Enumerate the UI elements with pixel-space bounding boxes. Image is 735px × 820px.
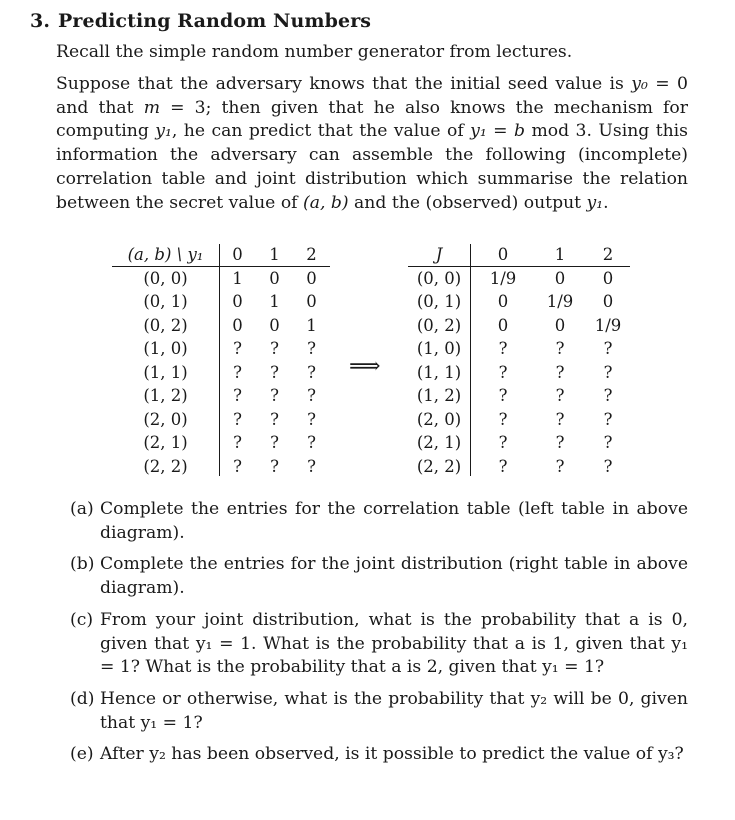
- table-cell: ?: [498, 409, 508, 429]
- table-cell: 0: [232, 315, 243, 335]
- table-cell: ?: [555, 409, 565, 429]
- table-cell: 0: [269, 315, 280, 335]
- question-text: After y₂ has been observed, is it possible to predict the value of y₃?: [100, 744, 684, 765]
- setup-paragraph: [56, 73, 688, 215]
- table-column-header: 1: [269, 245, 280, 264]
- table-column-header: 1: [554, 245, 566, 264]
- table-cell: 1: [306, 315, 317, 335]
- table-cell: ?: [498, 386, 508, 405]
- table-cell: ?: [233, 362, 242, 382]
- table-cell: ?: [603, 386, 613, 405]
- table-cell: 0: [554, 315, 566, 335]
- table-cell: 1: [269, 292, 280, 311]
- joint-table-horizontal-rule: [408, 266, 630, 267]
- table-row: [112, 455, 330, 479]
- text-run: =: [486, 121, 515, 142]
- table-cell: ?: [270, 433, 279, 452]
- table-cell: 0: [497, 292, 509, 311]
- table-cell: 0: [554, 268, 566, 288]
- table-row: [112, 408, 330, 432]
- table-cell: ?: [233, 339, 242, 358]
- table-cell: ?: [555, 362, 565, 382]
- table-header-row: [112, 243, 330, 267]
- table-row: [112, 431, 330, 455]
- table-cell: ?: [307, 456, 316, 476]
- question-label: (e): [70, 744, 94, 765]
- joint-distribution-table: [408, 243, 632, 478]
- table-row: [112, 314, 330, 338]
- table-column-header: 2: [306, 245, 317, 264]
- table-row-key: (0, 0): [416, 268, 462, 288]
- table-row-key: (1, 0): [143, 339, 188, 358]
- question-label: (c): [70, 609, 94, 630]
- table-row-key: (1, 2): [143, 386, 188, 405]
- math-ab: (a, b): [303, 192, 349, 213]
- table-row-key: (0, 0): [143, 268, 188, 288]
- table-cell: ?: [233, 433, 242, 452]
- question-label: (b): [70, 554, 95, 575]
- table-row: [408, 361, 632, 385]
- question-text: Complete the entries for the correlation table (left table in above diagram).: [100, 499, 688, 543]
- table-row: [408, 455, 632, 479]
- table-cell: 0: [306, 292, 317, 311]
- table-row: [112, 361, 330, 385]
- table-cell: 0: [306, 268, 317, 288]
- correlation-table: [112, 243, 330, 478]
- question-label: (a): [70, 499, 94, 519]
- table-row-key: (2, 2): [143, 456, 188, 476]
- table-row-key: (1, 0): [416, 339, 462, 358]
- question-item: [70, 743, 688, 767]
- table-cell: ?: [603, 456, 613, 476]
- table-cell: ?: [233, 456, 242, 476]
- math-m: m: [143, 97, 161, 118]
- table-row: [112, 290, 330, 314]
- section-heading: [30, 10, 371, 32]
- table-row: [112, 337, 330, 361]
- table-row-key: (0, 1): [143, 292, 188, 311]
- table-column-header: 2: [602, 245, 614, 264]
- table-row: [408, 267, 632, 291]
- joint-table-vertical-rule: [470, 244, 471, 476]
- question-list: [70, 498, 688, 775]
- table-row-key: (0, 2): [416, 315, 462, 335]
- table-cell: 0: [269, 268, 280, 288]
- section-title: Predicting Random Numbers: [58, 10, 372, 32]
- table-cell: ?: [307, 362, 316, 382]
- table-row-key: (0, 1): [416, 292, 462, 311]
- table-cell: 0: [232, 292, 243, 311]
- table-cell: ?: [555, 433, 565, 452]
- question-item: [70, 498, 688, 545]
- table-header-row: [408, 243, 632, 267]
- question-text: Hence or otherwise, what is the probability that y₂ will be 0, given that y₁ = 1?: [100, 688, 688, 733]
- table-cell: ?: [270, 339, 279, 358]
- question-text: From your joint distribution, what is the probability that a is 0, given that y₁ = 1. What is the probability that a is 1, given that y₁ = 1? What is the probability that a is 2, given that y₁ = 1?: [100, 609, 688, 678]
- table-row-key: (2, 0): [416, 409, 462, 429]
- question-item: [70, 553, 688, 600]
- table-cell: ?: [270, 456, 279, 476]
- table-cell: ?: [603, 339, 613, 358]
- table-cell: ?: [270, 386, 279, 405]
- table-corner-label: (a, b) \ y₁: [127, 245, 204, 264]
- table-row: [408, 290, 632, 314]
- table-cell: 1: [232, 268, 243, 288]
- table-row-key: (2, 1): [416, 433, 462, 452]
- table-cell: ?: [498, 456, 508, 476]
- table-row: [408, 337, 632, 361]
- table-cell: 0: [497, 315, 509, 335]
- table-cell: ?: [498, 433, 508, 452]
- text-run: = 0 and that: [56, 74, 688, 118]
- table-cell: ?: [555, 339, 565, 358]
- table-row: [408, 431, 632, 455]
- text-run: and the (observed) output: [348, 192, 587, 213]
- math-b: b: [514, 121, 526, 142]
- table-row-key: (2, 1): [143, 433, 188, 452]
- math-y1: y₁: [470, 121, 487, 142]
- math-y1: y₁: [586, 192, 604, 213]
- table-cell: 1/9: [594, 315, 622, 335]
- table-cell: ?: [233, 409, 242, 429]
- text-run: mod 3. Using this information the adversary can assemble the following (incomplete) correlation table and joint distribution which summarise the relation between the secret value of: [56, 121, 688, 213]
- text-run: Suppose that the adversary knows that the initial seed value is: [56, 74, 632, 94]
- table-corner-label: J: [435, 245, 443, 264]
- text-run: = 3; then given that he also knows the mechanism for computing: [56, 97, 688, 142]
- table-row-key: (2, 2): [416, 456, 462, 476]
- table-cell: 0: [602, 268, 614, 288]
- table-cell: ?: [603, 362, 613, 382]
- table-cell: ?: [307, 386, 316, 405]
- table-row: [408, 314, 632, 338]
- question-item: [70, 609, 688, 680]
- table-cell: ?: [270, 362, 279, 382]
- table-row: [408, 384, 632, 408]
- table-cell: ?: [307, 409, 316, 429]
- table-cell: ?: [603, 433, 613, 452]
- intro-paragraph: Recall the simple random number generator from lectures.: [56, 42, 573, 62]
- question-item: [70, 688, 688, 735]
- math-y1: y₁: [155, 121, 172, 142]
- table-cell: 1/9: [546, 292, 574, 311]
- table-row-key: (0, 2): [143, 315, 188, 335]
- implies-arrow: ⟹: [349, 354, 381, 379]
- question-label: (d): [70, 688, 95, 709]
- table-cell: ?: [555, 456, 565, 476]
- table-column-header: 0: [497, 245, 509, 264]
- table-row: [112, 384, 330, 408]
- table-cell: ?: [603, 409, 613, 429]
- section-number: 3.: [30, 10, 51, 32]
- table-cell: ?: [307, 339, 316, 358]
- table-cell: ?: [498, 339, 508, 358]
- table-row-key: (2, 0): [143, 409, 188, 429]
- table-cell: 0: [602, 292, 614, 311]
- table-row: [112, 267, 330, 291]
- correlation-table-horizontal-rule: [112, 266, 330, 267]
- math-y0: y₀: [631, 74, 648, 94]
- table-cell: ?: [555, 386, 565, 405]
- table-cell: ?: [307, 433, 316, 452]
- table-cell: 1/9: [489, 268, 517, 288]
- table-column-header: 0: [232, 245, 243, 264]
- text-run: , he can predict that the value of: [171, 121, 471, 142]
- table-row: [408, 408, 632, 432]
- table-row-key: (1, 1): [416, 362, 462, 382]
- correlation-table-vertical-rule: [219, 244, 220, 476]
- table-cell: ?: [270, 409, 279, 429]
- table-cell: ?: [233, 386, 242, 405]
- question-text: Complete the entries for the joint distribution (right table in above diagram).: [100, 554, 688, 599]
- table-cell: ?: [498, 362, 508, 382]
- table-row-key: (1, 2): [416, 386, 462, 405]
- table-row-key: (1, 1): [143, 362, 188, 382]
- text-run: .: [603, 192, 609, 213]
